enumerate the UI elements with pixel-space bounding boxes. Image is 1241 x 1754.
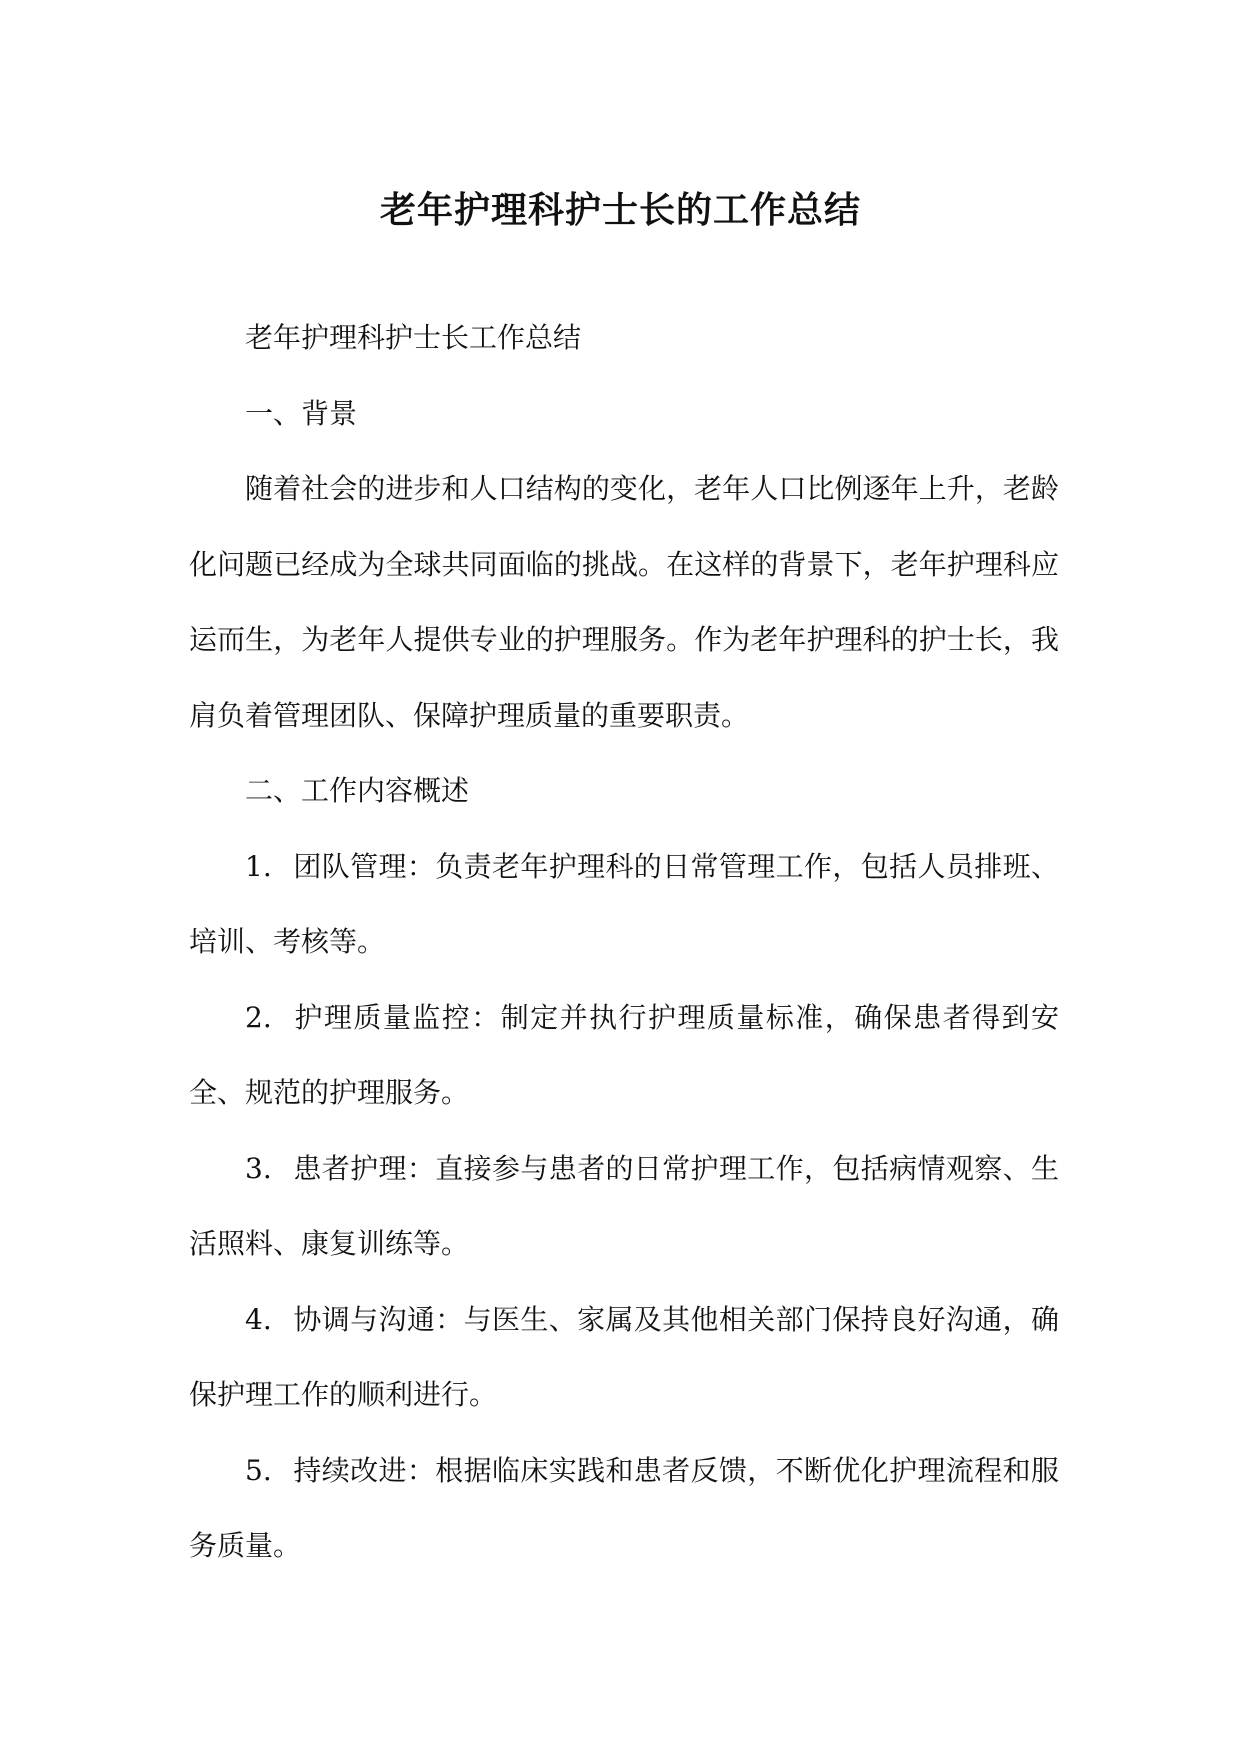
list-item-text: 护理质量监控：制定并执行护理质量标准，确保患者得到安全、规范的护理服务。 <box>189 1000 1059 1109</box>
list-item <box>189 980 1059 1131</box>
list-item-number: 5. <box>245 1453 272 1487</box>
background-paragraph: 随着社会的进步和人口结构的变化，老年人口比例逐年上升，老龄化问题已经成为全球共同面临的挑战。在这样的背景下，老年护理科应运而生，为老年人提供专业的护理服务。作为老年护理科的护士长，我肩负着管理团队、保障护理质量的重要职责。 <box>189 472 1059 732</box>
list-item-text: 持续改进：根据临床实践和患者反馈，不断优化护理流程和服务质量。 <box>189 1453 1059 1562</box>
list-item <box>189 829 1059 980</box>
section-heading-background: 一、背景 <box>245 396 358 430</box>
section-heading-work-overview: 二、工作内容概述 <box>245 774 470 807</box>
list-item-text: 协调与沟通：与医生、家属及其他相关部门保持良好沟通，确保护理工作的顺利进行。 <box>189 1302 1059 1411</box>
list-item-number: 3. <box>245 1151 272 1185</box>
document-body <box>189 300 1059 1584</box>
list-item <box>189 1131 1059 1282</box>
list-item-number: 2. <box>245 1000 272 1034</box>
list-item-text: 患者护理：直接参与患者的日常护理工作，包括病情观察、生活照料、康复训练等。 <box>189 1151 1059 1260</box>
list-item <box>189 1433 1059 1584</box>
list-item <box>189 1282 1059 1433</box>
document-subtitle: 老年护理科护士长工作总结 <box>245 321 582 354</box>
list-item-text: 团队管理：负责老年护理科的日常管理工作，包括人员排班、培训、考核等。 <box>189 849 1059 958</box>
list-item-number: 1. <box>245 849 272 883</box>
list-item-number: 4. <box>245 1302 272 1336</box>
document-title: 老年护理科护士长的工作总结 <box>379 189 861 231</box>
